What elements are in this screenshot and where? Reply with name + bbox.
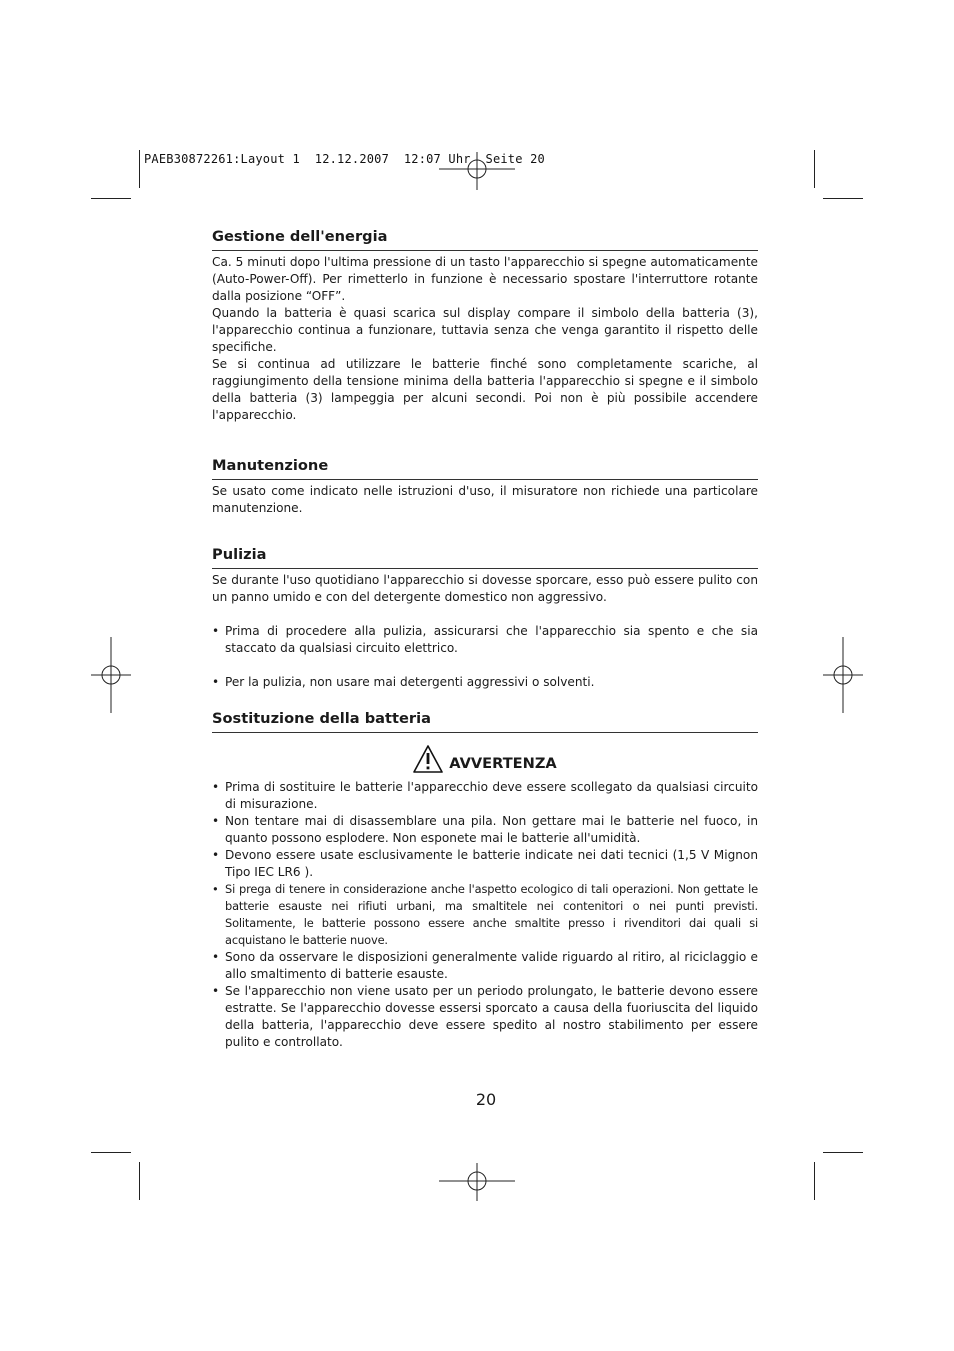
section-title-maintenance: Manutenzione <box>212 457 758 480</box>
paragraph: Se durante l'uso quotidiano l'apparecchio si dovesse sporcare, esso può essere pulito con un panno umido e con del detergente domestico non aggressivo. <box>212 573 758 604</box>
cleaning-list <box>212 623 758 657</box>
crop-mark <box>823 1152 863 1153</box>
list-item: • Se l'apparecchio non viene usato per un periodo prolungato, le batterie devono essere estratte. Se l'apparecchio dovesse essersi sporcato a causa della fuoriuscita del liquido della batteria, l'apparecchio deve essere spedito al nostro stabilimento per essere pulito e controllato. <box>212 983 758 1051</box>
page-content <box>212 228 758 1051</box>
section-title-cleaning: Pulizia <box>212 546 758 569</box>
paragraph: Quando la batteria è quasi scarica sul display compare il simbolo della batteria (3), l'apparecchio continua a funzionare, tuttavia senza che venga garantito il rispetto delle specifiche. <box>212 306 758 354</box>
section-title-energy: Gestione dell'energia <box>212 228 758 251</box>
section-body-cleaning <box>212 569 758 691</box>
list-item: • Per la pulizia, non usare mai detergenti aggressivi o solventi. <box>212 674 758 691</box>
registration-mark-icon <box>91 637 131 713</box>
warning-heading <box>212 745 758 773</box>
list-item: • Prima di sostituire le batterie l'apparecchio deve essere scollegato da qualsiasi circuito di misurazione. <box>212 779 758 813</box>
warning-label: AVVERTENZA <box>449 755 557 772</box>
registration-mark-icon <box>439 1163 515 1201</box>
section-body-energy <box>212 251 758 424</box>
page-number: 20 <box>475 1090 497 1109</box>
paragraph: Se usato come indicato nelle istruzioni d'uso, il misuratore non richiede una particolare manutenzione. <box>212 484 758 515</box>
battery-list <box>212 779 758 1051</box>
warning-triangle-icon <box>413 745 443 773</box>
crop-mark <box>823 198 863 199</box>
crop-mark <box>91 1152 131 1153</box>
section-body-maintenance <box>212 480 758 517</box>
paragraph: Se si continua ad utilizzare le batterie finché sono completamente scariche, al raggiungimento della tensione minima della batteria l'apparecchio si spegne e il simbolo della batteria (3) lampeggia per alcuni secondi. Poi non è più possibile accendere l'apparecchio. <box>212 357 758 422</box>
crop-mark <box>91 198 131 199</box>
section-title-battery-replacement: Sostituzione della batteria <box>212 710 758 733</box>
list-item: • Non tentare mai di disassemblare una pila. Non gettare mai le batterie nel fuoco, in quanto possono esplodere. Non esponete mai le batterie all'umidità. <box>212 813 758 847</box>
crop-mark <box>814 1162 815 1200</box>
list-item: • Si prega di tenere in considerazione anche l'aspetto ecologico di tali operazioni. Non gettate le batterie esauste nei rifiuti urbani, ma smaltitele nei contenitori o nei punti previsti. Solitamente, le batterie possono essere anche smaltite presso i rivenditori dai quali si acquistano le batterie nuove. <box>212 881 758 949</box>
paragraph: Ca. 5 minuti dopo l'ultima pressione di un tasto l'apparecchio si spegne automaticamente (Auto-Power-Off). Per rimetterlo in funzione è necessario spostare l'interruttore rotante dalla posizione “OFF”. <box>212 255 758 303</box>
crop-mark <box>139 150 140 188</box>
registration-mark-icon <box>823 637 863 713</box>
list-item: • Sono da osservare le disposizioni generalmente valide riguardo al ritiro, al riciclaggio e allo smaltimento di batterie esauste. <box>212 949 758 983</box>
crop-mark <box>139 1162 140 1200</box>
crop-mark <box>814 150 815 188</box>
list-item: • Devono essere usate esclusivamente le batterie indicate nei dati tecnici (1,5 V Mignon Tipo IEC LR6 ). <box>212 847 758 881</box>
print-slug: PAEB30872261:Layout 1 12.12.2007 12:07 Uhr Seite 20 <box>144 152 545 166</box>
list-item: • Prima di procedere alla pulizia, assicurarsi che l'apparecchio sia spento e che sia staccato da qualsiasi circuito elettrico. <box>212 623 758 657</box>
cleaning-list <box>212 674 758 691</box>
